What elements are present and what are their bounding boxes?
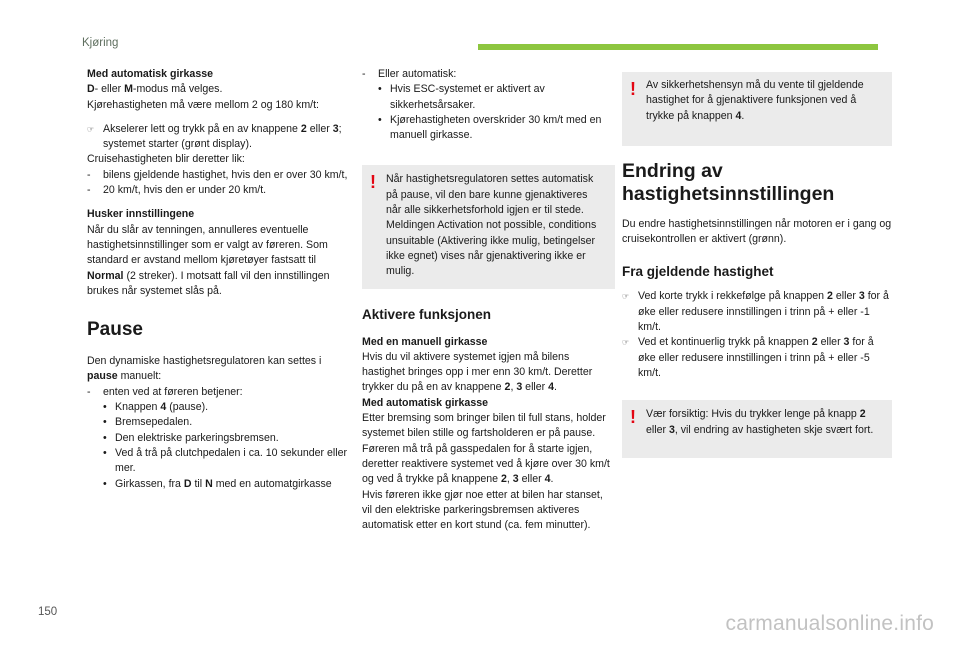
list-item: • Den elektriske parkeringsbremsen. — [103, 431, 279, 444]
list-item: - 20 km/t, hvis den er under 20 km/t. — [87, 184, 267, 197]
column-left — [87, 67, 349, 492]
warning-box: ! Av sikkerhetshensyn må du vente til gjeldende hastighet for å gjenaktivere funksjonen ved å trykke på knappen 4. — [622, 72, 892, 146]
auto-gear-p1: Etter bremsing som bringer bilen til full stans, holder systemet bilen stille og fartsholderen er på pause. — [362, 412, 606, 440]
auto-gear-heading: Med automatisk girkasse — [87, 68, 213, 80]
warning-exclamation-icon: ! — [630, 407, 636, 428]
auto-gear-mode: D- eller M-modus må velges. — [87, 83, 223, 96]
warning-exclamation-icon: ! — [630, 79, 636, 99]
list-item: • Girkassen, fra D til N med en automatgirkasse — [103, 477, 332, 490]
section-accent-bar — [478, 44, 878, 50]
from-current-title: Fra gjeldende hastighet — [622, 264, 774, 280]
list-item: • Hvis ESC-systemet er aktivert av sikkerhetsårsaker. — [378, 83, 545, 111]
pause-title: Pause — [87, 319, 143, 341]
warning-exclamation-icon: ! — [370, 172, 376, 193]
auto-gear-p2: Føreren må trå på gasspedalen for å starte igjen, deretter reaktivere systemet ved å kjøre over 30 km/t og ved å trykke på knappene 2, 3 eller 4. — [362, 442, 610, 486]
list-item: • Ved å trå på clutchpedalen i ca. 10 sekunder eller mer. — [103, 446, 348, 475]
list-item: - enten ved at føreren betjener: — [87, 385, 243, 398]
pointing-hand-icon: ☞ — [622, 292, 630, 302]
step-long-press: ☞ Ved et kontinuerlig trykk på knappen 2 eller 3 for å øke eller redusere innstillingen i trinn på + eller -5 km/t. — [622, 335, 892, 381]
watermark: carmanualsonline.info — [725, 612, 934, 635]
warning-box: ! Vær forsiktig: Hvis du trykker lenge på knapp 2 eller 3, vil endring av hastigheten skje svært fort. — [622, 400, 892, 458]
auto-gear-p3: Hvis føreren ikke gjør noe etter at bilen har stanset, vil den elektriske parkeringsbremsen aktiveres automatisk etter en kort stund (ca. fem minutter). — [362, 488, 603, 532]
column-right — [622, 72, 892, 458]
manual-gear-heading: Med en manuell girkasse — [362, 335, 488, 348]
remember-text: Når du slår av tenningen, annulleres eventuelle hastighetsinnstillinger som er valgt av føreren. Som standard er avstand mellom kjøretøyer fastsatt til Normal (2 streker). I motsatt fall vil den innstillingen brukes når systemet slås på. — [87, 223, 330, 297]
list-item: - Eller automatisk: — [362, 68, 457, 80]
warning-box: ! Når hastighetsregulatoren settes automatisk på pause, vil den bare kunne gjenaktiveres når alle sikkerhetsforhold igjen er til stede. Meldingen Activation not possible, conditions unsuitable (Aktivering ikke mulig, betingelser ikke egnet) vises når gjenaktivering ikke er mulig. — [362, 165, 615, 288]
list-item: - bilens gjeldende hastighet, hvis den er over 30 km/t, — [87, 168, 348, 181]
cruise-intro: Cruisehastigheten blir deretter lik: — [87, 153, 245, 166]
list-item: • Bremsepedalen. — [103, 416, 193, 429]
page-number: 150 — [38, 606, 58, 618]
pointing-hand-icon: ☞ — [87, 124, 95, 134]
speed-requirement: Kjørehastigheten må være mellom 2 og 180 km/t: — [87, 98, 319, 111]
list-item: • Knappen 4 (pause). — [103, 401, 209, 414]
section-label: Kjøring — [82, 37, 119, 49]
accelerate-step: ☞ Akselerer lett og trykk på en av knappene 2 eller 3; systemet starter (grønt display). — [87, 122, 349, 153]
list-item: • Kjørehastigheten overskrider 30 km/t med en manuell girkasse. — [378, 113, 602, 142]
column-middle — [362, 67, 615, 533]
change-intro: Du endre hastighetsinnstillingen når motoren er i gang og cruisekontrollen er aktivert (grønn). — [622, 217, 892, 246]
activate-title: Aktivere funksjonen — [362, 306, 492, 322]
manual-gear-text: Hvis du vil aktivere systemet igjen må bilens hastighet bringes opp i mer enn 30 km/t. Deretter trykker du på en av knappene 2, 3 eller 4. — [362, 350, 593, 394]
pointing-hand-icon: ☞ — [622, 338, 630, 348]
step-short-press: ☞ Ved korte trykk i rekkefølge på knappen 2 eller 3 for å øke eller redusere innstillingen i trinn på + eller -1 km/t. — [622, 289, 892, 335]
pause-intro: Den dynamiske hastighetsregulatoren kan settes i pause manuelt: — [87, 355, 322, 383]
remember-heading: Husker innstillingene — [87, 208, 195, 221]
auto-gear-heading-2: Med automatisk girkasse — [362, 396, 488, 409]
change-title: Endring av hastighetsinnstillingen — [622, 159, 835, 205]
